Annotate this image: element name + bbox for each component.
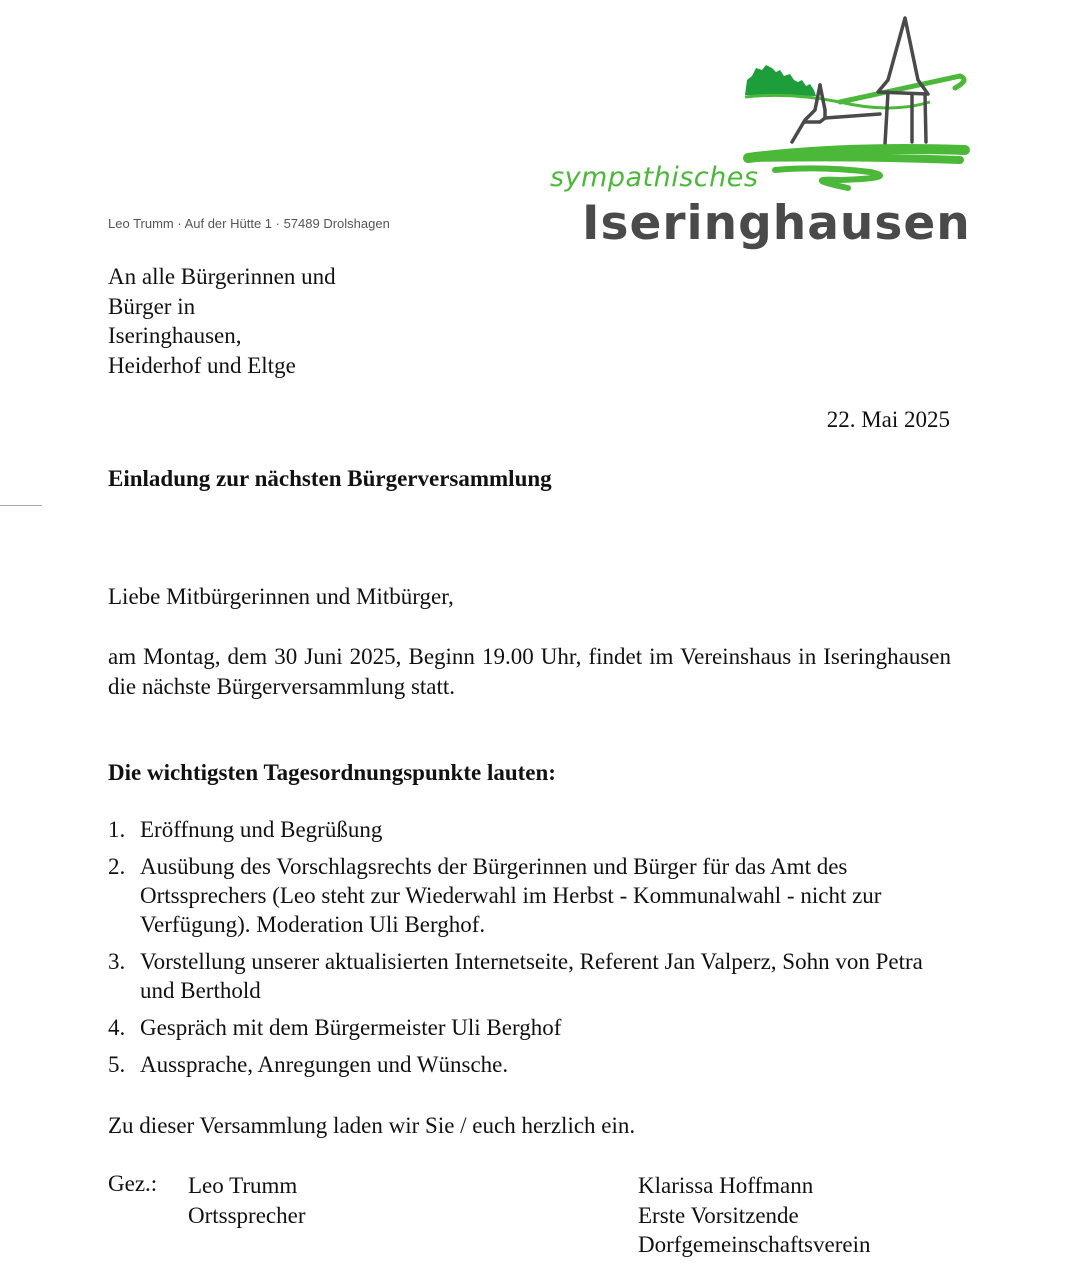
agenda-item <box>108 816 928 845</box>
trees-icon <box>745 65 816 96</box>
meadow-strokes-icon <box>748 149 965 188</box>
agenda-text: Aussprache, Anregungen und Wünsche. <box>140 1051 509 1077</box>
recipient-address <box>108 262 336 380</box>
agenda-item <box>108 948 928 1005</box>
agenda-text: Gespräch mit dem Bürgermeister Uli Berghof <box>140 1014 562 1040</box>
fold-mark <box>0 505 42 506</box>
church-icon <box>792 18 928 144</box>
logo-name: Iseringhausen <box>582 196 971 251</box>
signer-role: Ortssprecher <box>188 1202 306 1228</box>
logo-tagline: sympathisches <box>550 162 759 193</box>
intro-paragraph: am Montag, dem 30 Juni 2025, Beginn 19.00 Uhr, findet im Vereinshaus in Iseringhausen die nächste Bürgerversammlung statt. <box>108 644 951 699</box>
agenda-item <box>108 1051 928 1080</box>
agenda-number: 2. <box>108 854 126 880</box>
agenda-number: 3. <box>108 948 126 974</box>
agenda-number: 1. <box>108 817 126 842</box>
signer-organization: Dorfgemeinschaftsverein <box>638 1232 871 1257</box>
hill-stroke-right-icon <box>840 76 964 102</box>
hill-line-icon <box>745 95 930 108</box>
signature-label: Gez.: <box>108 1171 158 1196</box>
signature-right <box>638 1171 870 1260</box>
salutation: Liebe Mitbürgerinnen und Mitbürger, <box>108 584 454 609</box>
sender-line: Leo Trumm · Auf der Hütte 1 · 57489 Drolshagen <box>108 216 390 231</box>
signature-left <box>188 1171 306 1230</box>
agenda-list <box>108 816 928 1088</box>
recipient-line: Iseringhausen, <box>108 323 242 348</box>
letter-date: 22. Mai 2025 <box>826 407 950 432</box>
closing-line: Zu dieser Versammlung laden wir Sie / euch herzlich ein. <box>108 1113 636 1138</box>
agenda-number: 4. <box>108 1014 126 1040</box>
agenda-title: Die wichtigsten Tagesordnungspunkte lauten: <box>108 760 556 785</box>
signer-name: Klarissa Hoffmann <box>638 1173 814 1198</box>
agenda-text: Ausübung des Vorschlagsrechts der Bürgerinnen und Bürger für das Amt des Ortssprechers (Leo steht zur Wiederwahl im Herbst - Kommunalwahl - nicht zur Verfügung). Moderation Uli Berghof. <box>140 854 882 937</box>
agenda-item <box>108 1014 928 1043</box>
recipient-line: Heiderhof und Eltge <box>108 352 296 378</box>
recipient-line: Bürger in <box>108 293 196 319</box>
recipient-line: An alle Bürgerinnen und <box>108 264 336 289</box>
agenda-text: Eröffnung und Begrüßung <box>140 817 383 842</box>
agenda-number: 5. <box>108 1051 126 1077</box>
signer-name: Leo Trumm <box>188 1173 298 1198</box>
letter-subject: Einladung zur nächsten Bürgerversammlung <box>108 466 552 491</box>
signer-role: Erste Vorsitzende <box>638 1202 799 1228</box>
agenda-item <box>108 853 928 939</box>
agenda-text: Vorstellung unserer aktualisierten Internetseite, Referent Jan Valperz, Sohn von Petra und Berthold <box>140 948 923 1003</box>
